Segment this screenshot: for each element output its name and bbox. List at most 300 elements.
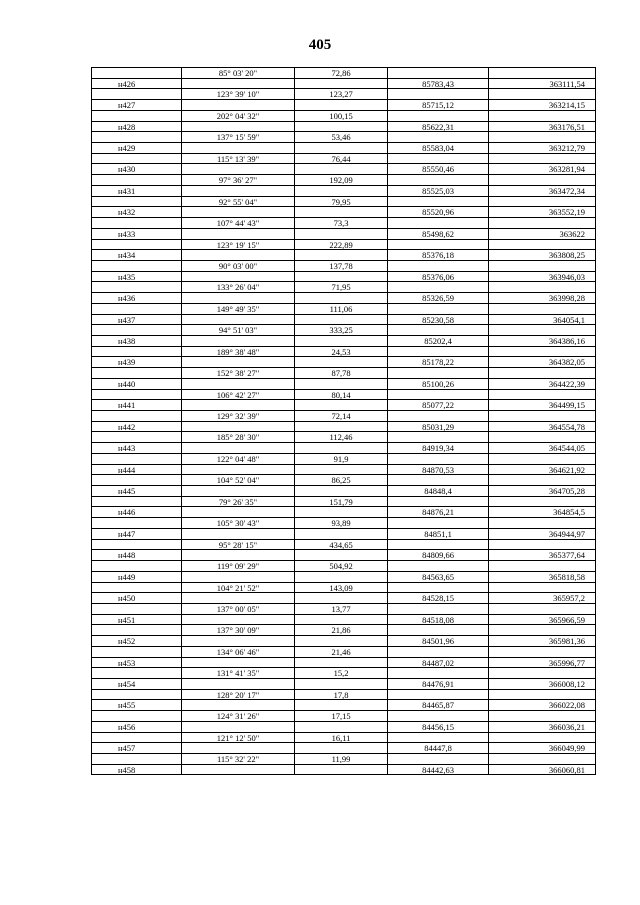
point-name-cell: н426 bbox=[118, 78, 136, 89]
point-name-cell bbox=[92, 154, 181, 164]
point-name-cell bbox=[92, 111, 181, 121]
point-name-cell: н442 bbox=[118, 421, 136, 432]
y-coordinate-cell bbox=[488, 261, 593, 271]
x-coordinate-cell: 85202,4 bbox=[387, 336, 488, 346]
distance-cell bbox=[294, 486, 387, 496]
x-coordinate-cell: 84919,34 bbox=[387, 443, 488, 453]
direction-angle-cell: 137° 00' 05" bbox=[181, 604, 294, 614]
y-coordinate-cell: 363472,34 bbox=[488, 186, 593, 196]
point-name-cell: н451 bbox=[118, 614, 136, 625]
distance-cell: 76,44 bbox=[294, 154, 387, 164]
direction-angle-cell bbox=[181, 186, 294, 196]
point-name-cell: н439 bbox=[118, 357, 136, 368]
x-coordinate-cell: 84851,1 bbox=[387, 529, 488, 539]
y-coordinate-cell: 363808,25 bbox=[488, 250, 593, 260]
point-name-cell: н431 bbox=[118, 185, 136, 196]
point-name-cell: н453 bbox=[118, 657, 136, 668]
x-coordinate-cell bbox=[387, 668, 488, 678]
x-coordinate-cell: 84501,96 bbox=[387, 636, 488, 646]
x-coordinate-cell bbox=[387, 561, 488, 571]
direction-angle-cell bbox=[181, 379, 294, 389]
x-coordinate-cell: 85525,03 bbox=[387, 186, 488, 196]
y-coordinate-cell bbox=[488, 647, 593, 657]
table-row bbox=[92, 550, 595, 561]
point-name-cell: н429 bbox=[118, 143, 136, 153]
point-name-cell: н438 bbox=[118, 335, 136, 346]
distance-cell bbox=[294, 743, 387, 753]
distance-cell bbox=[294, 765, 387, 775]
direction-angle-cell bbox=[181, 400, 294, 410]
y-coordinate-cell: 363281,94 bbox=[488, 164, 593, 174]
direction-angle-cell bbox=[181, 272, 294, 282]
y-coordinate-cell: 365377,64 bbox=[488, 550, 593, 560]
point-name-cell bbox=[92, 197, 181, 207]
x-coordinate-cell: 84870,53 bbox=[387, 465, 488, 475]
table-row bbox=[92, 197, 595, 208]
distance-cell bbox=[294, 700, 387, 710]
direction-angle-cell bbox=[181, 593, 294, 603]
y-coordinate-cell bbox=[488, 754, 593, 764]
y-coordinate-cell bbox=[488, 89, 593, 99]
y-coordinate-cell bbox=[488, 475, 593, 485]
point-name-cell: н454 bbox=[118, 678, 136, 689]
distance-cell bbox=[294, 507, 387, 517]
y-coordinate-cell: 364554,78 bbox=[488, 422, 593, 432]
distance-cell bbox=[294, 658, 387, 668]
x-coordinate-cell bbox=[387, 754, 488, 764]
point-name-cell: н457 bbox=[118, 743, 136, 753]
table-row bbox=[92, 722, 595, 733]
table-row bbox=[92, 218, 595, 229]
point-name-cell bbox=[92, 89, 181, 99]
point-name-cell: н433 bbox=[118, 228, 136, 239]
y-coordinate-cell: 363552,19 bbox=[488, 207, 593, 217]
direction-angle-cell: 115° 32' 22" bbox=[181, 754, 294, 764]
table-row bbox=[92, 390, 595, 401]
point-name-cell bbox=[92, 754, 181, 764]
point-name-cell: н455 bbox=[118, 700, 136, 711]
table-row bbox=[92, 143, 595, 154]
direction-angle-cell: 121° 12' 50" bbox=[181, 733, 294, 743]
table-row bbox=[92, 325, 595, 336]
point-name-cell: н447 bbox=[118, 528, 136, 539]
direction-angle-cell: 133° 26' 04" bbox=[181, 282, 294, 292]
point-name-cell bbox=[92, 583, 181, 593]
table-row bbox=[92, 593, 595, 604]
table-row bbox=[92, 572, 595, 583]
direction-angle-cell: 97° 36' 27" bbox=[181, 175, 294, 185]
x-coordinate-cell bbox=[387, 690, 488, 700]
y-coordinate-cell bbox=[488, 304, 593, 314]
direction-angle-cell: 90° 03' 00" bbox=[181, 261, 294, 271]
direction-angle-cell bbox=[181, 700, 294, 710]
y-coordinate-cell bbox=[488, 711, 593, 721]
table-row bbox=[92, 486, 595, 497]
point-name-cell: н446 bbox=[118, 507, 136, 518]
y-coordinate-cell bbox=[488, 240, 593, 250]
y-coordinate-cell: 363111,54 bbox=[488, 79, 593, 89]
y-coordinate-cell: 363214,15 bbox=[488, 100, 593, 110]
table-row bbox=[92, 79, 595, 90]
x-coordinate-cell: 85783,43 bbox=[387, 79, 488, 89]
table-row bbox=[92, 743, 595, 754]
x-coordinate-cell: 84518,08 bbox=[387, 615, 488, 625]
x-coordinate-cell: 84876,21 bbox=[387, 507, 488, 517]
table-row bbox=[92, 293, 595, 304]
distance-cell bbox=[294, 122, 387, 132]
table-row bbox=[92, 261, 595, 272]
table-row bbox=[92, 282, 595, 293]
point-name-cell: н450 bbox=[118, 593, 136, 603]
table-row bbox=[92, 207, 595, 218]
direction-angle-cell: 189° 38' 48" bbox=[181, 347, 294, 357]
direction-angle-cell bbox=[181, 122, 294, 132]
y-coordinate-cell bbox=[488, 497, 593, 507]
table-row bbox=[92, 465, 595, 476]
distance-cell bbox=[294, 250, 387, 260]
y-coordinate-cell bbox=[488, 668, 593, 678]
distance-cell bbox=[294, 529, 387, 539]
x-coordinate-cell: 85100,26 bbox=[387, 379, 488, 389]
table-row bbox=[92, 658, 595, 669]
x-coordinate-cell: 85326,59 bbox=[387, 293, 488, 303]
table-row bbox=[92, 122, 595, 133]
point-name-cell bbox=[92, 282, 181, 292]
distance-cell bbox=[294, 293, 387, 303]
y-coordinate-cell: 365966,59 bbox=[488, 615, 593, 625]
direction-angle-cell: 129° 32' 39" bbox=[181, 411, 294, 421]
distance-cell bbox=[294, 593, 387, 603]
direction-angle-cell: 105° 30' 43" bbox=[181, 518, 294, 528]
y-coordinate-cell: 364386,16 bbox=[488, 336, 593, 346]
direction-angle-cell bbox=[181, 207, 294, 217]
table-row bbox=[92, 690, 595, 701]
y-coordinate-cell bbox=[488, 325, 593, 335]
direction-angle-cell: 119° 09' 29" bbox=[181, 561, 294, 571]
direction-angle-cell bbox=[181, 529, 294, 539]
x-coordinate-cell: 84848,4 bbox=[387, 486, 488, 496]
x-coordinate-cell: 85715,12 bbox=[387, 100, 488, 110]
distance-cell bbox=[294, 443, 387, 453]
distance-cell bbox=[294, 400, 387, 410]
x-coordinate-cell bbox=[387, 625, 488, 635]
distance-cell bbox=[294, 379, 387, 389]
direction-angle-cell bbox=[181, 743, 294, 753]
x-coordinate-cell bbox=[387, 475, 488, 485]
point-name-cell: н448 bbox=[118, 550, 136, 561]
x-coordinate-cell bbox=[387, 282, 488, 292]
distance-cell: 17,15 bbox=[294, 711, 387, 721]
x-coordinate-cell bbox=[387, 390, 488, 400]
table-row bbox=[92, 668, 595, 679]
distance-cell bbox=[294, 722, 387, 732]
distance-cell: 21,46 bbox=[294, 647, 387, 657]
point-name-cell bbox=[92, 132, 181, 142]
table-row bbox=[92, 411, 595, 422]
direction-angle-cell bbox=[181, 765, 294, 775]
table-row bbox=[92, 711, 595, 722]
point-name-cell bbox=[92, 690, 181, 700]
table-row bbox=[92, 111, 595, 122]
direction-angle-cell bbox=[181, 550, 294, 560]
x-coordinate-cell: 84809,66 bbox=[387, 550, 488, 560]
direction-angle-cell: 95° 28' 15" bbox=[181, 540, 294, 550]
direction-angle-cell bbox=[181, 679, 294, 689]
distance-cell: 137,78 bbox=[294, 261, 387, 271]
distance-cell: 151,79 bbox=[294, 497, 387, 507]
table-row bbox=[92, 368, 595, 379]
distance-cell bbox=[294, 572, 387, 582]
x-coordinate-cell bbox=[387, 154, 488, 164]
x-coordinate-cell: 85077,22 bbox=[387, 400, 488, 410]
table-row bbox=[92, 379, 595, 390]
y-coordinate-cell: 365996,77 bbox=[488, 658, 593, 668]
distance-cell: 16,11 bbox=[294, 733, 387, 743]
point-name-cell bbox=[92, 304, 181, 314]
direction-angle-cell bbox=[181, 486, 294, 496]
y-coordinate-cell bbox=[488, 454, 593, 464]
direction-angle-cell bbox=[181, 79, 294, 89]
distance-cell: 143,09 bbox=[294, 583, 387, 593]
distance-cell bbox=[294, 164, 387, 174]
x-coordinate-cell bbox=[387, 197, 488, 207]
point-name-cell bbox=[92, 518, 181, 528]
point-name-cell: н432 bbox=[118, 207, 136, 218]
direction-angle-cell bbox=[181, 143, 294, 153]
distance-cell bbox=[294, 615, 387, 625]
point-name-cell bbox=[92, 561, 181, 571]
y-coordinate-cell bbox=[488, 368, 593, 378]
direction-angle-cell: 107° 44' 43" bbox=[181, 218, 294, 228]
distance-cell bbox=[294, 79, 387, 89]
point-name-cell: н456 bbox=[118, 721, 136, 732]
distance-cell: 86,25 bbox=[294, 475, 387, 485]
table-row bbox=[92, 454, 595, 465]
point-name-cell: н445 bbox=[118, 486, 136, 496]
y-coordinate-cell: 364705,28 bbox=[488, 486, 593, 496]
point-name-cell bbox=[92, 647, 181, 657]
distance-cell bbox=[294, 636, 387, 646]
y-coordinate-cell bbox=[488, 111, 593, 121]
table-row bbox=[92, 347, 595, 358]
distance-cell: 112,46 bbox=[294, 432, 387, 442]
x-coordinate-cell: 84442,63 bbox=[387, 765, 488, 775]
x-coordinate-cell: 85031,29 bbox=[387, 422, 488, 432]
point-name-cell: н436 bbox=[118, 293, 136, 303]
point-name-cell: н437 bbox=[118, 314, 136, 325]
direction-angle-cell bbox=[181, 250, 294, 260]
table-row bbox=[92, 583, 595, 594]
distance-cell: 53,46 bbox=[294, 132, 387, 142]
table-row bbox=[92, 68, 595, 79]
x-coordinate-cell bbox=[387, 347, 488, 357]
table-row bbox=[92, 422, 595, 433]
table-row bbox=[92, 636, 595, 647]
x-coordinate-cell bbox=[387, 175, 488, 185]
x-coordinate-cell bbox=[387, 240, 488, 250]
point-name-cell: н430 bbox=[118, 164, 136, 175]
table-row bbox=[92, 615, 595, 626]
distance-cell: 21,86 bbox=[294, 625, 387, 635]
y-coordinate-cell bbox=[488, 218, 593, 228]
table-row bbox=[92, 229, 595, 240]
table-row bbox=[92, 754, 595, 765]
table-row bbox=[92, 357, 595, 368]
y-coordinate-cell bbox=[488, 432, 593, 442]
distance-cell: 222,89 bbox=[294, 240, 387, 250]
x-coordinate-cell bbox=[387, 733, 488, 743]
y-coordinate-cell bbox=[488, 540, 593, 550]
distance-cell bbox=[294, 143, 387, 153]
point-name-cell bbox=[92, 261, 181, 271]
table-row bbox=[92, 604, 595, 615]
y-coordinate-cell bbox=[488, 68, 593, 78]
distance-cell: 192,09 bbox=[294, 175, 387, 185]
x-coordinate-cell bbox=[387, 261, 488, 271]
distance-cell: 73,3 bbox=[294, 218, 387, 228]
x-coordinate-cell: 85583,04 bbox=[387, 143, 488, 153]
x-coordinate-cell bbox=[387, 411, 488, 421]
direction-angle-cell: 94° 51' 03" bbox=[181, 325, 294, 335]
table-row bbox=[92, 507, 595, 518]
distance-cell: 72,14 bbox=[294, 411, 387, 421]
table-row bbox=[92, 443, 595, 454]
point-name-cell: н458 bbox=[118, 764, 136, 775]
distance-cell: 80,14 bbox=[294, 390, 387, 400]
x-coordinate-cell: 85178,22 bbox=[387, 357, 488, 367]
table-row bbox=[92, 529, 595, 540]
table-row bbox=[92, 518, 595, 529]
x-coordinate-cell bbox=[387, 111, 488, 121]
distance-cell: 11,99 bbox=[294, 754, 387, 764]
table-row bbox=[92, 132, 595, 143]
direction-angle-cell: 85° 03' 20" bbox=[181, 68, 294, 78]
x-coordinate-cell: 84476,91 bbox=[387, 679, 488, 689]
table-row bbox=[92, 679, 595, 690]
table-row bbox=[92, 700, 595, 711]
x-coordinate-cell bbox=[387, 540, 488, 550]
coordinates-table bbox=[91, 67, 596, 775]
direction-angle-cell bbox=[181, 465, 294, 475]
distance-cell bbox=[294, 422, 387, 432]
distance-cell: 24,53 bbox=[294, 347, 387, 357]
x-coordinate-cell: 85498,62 bbox=[387, 229, 488, 239]
y-coordinate-cell: 363212,79 bbox=[488, 143, 593, 153]
y-coordinate-cell bbox=[488, 561, 593, 571]
direction-angle-cell bbox=[181, 636, 294, 646]
point-name-cell: н452 bbox=[118, 636, 136, 646]
distance-cell: 91,9 bbox=[294, 454, 387, 464]
point-name-cell bbox=[92, 625, 181, 635]
point-name-cell: н427 bbox=[118, 100, 136, 110]
point-name-cell bbox=[92, 711, 181, 721]
x-coordinate-cell bbox=[387, 454, 488, 464]
y-coordinate-cell: 366036,21 bbox=[488, 722, 593, 732]
x-coordinate-cell: 84487,02 bbox=[387, 658, 488, 668]
y-coordinate-cell bbox=[488, 518, 593, 528]
distance-cell bbox=[294, 315, 387, 325]
distance-cell bbox=[294, 272, 387, 282]
distance-cell bbox=[294, 357, 387, 367]
direction-angle-cell bbox=[181, 293, 294, 303]
distance-cell: 504,92 bbox=[294, 561, 387, 571]
distance-cell: 434,65 bbox=[294, 540, 387, 550]
direction-angle-cell bbox=[181, 658, 294, 668]
point-name-cell bbox=[92, 733, 181, 743]
x-coordinate-cell bbox=[387, 89, 488, 99]
direction-angle-cell: 137° 30' 09" bbox=[181, 625, 294, 635]
distance-cell bbox=[294, 550, 387, 560]
x-coordinate-cell bbox=[387, 604, 488, 614]
point-name-cell: н434 bbox=[118, 250, 136, 260]
distance-cell: 13,77 bbox=[294, 604, 387, 614]
point-name-cell bbox=[92, 668, 181, 678]
direction-angle-cell: 134° 06' 46" bbox=[181, 647, 294, 657]
direction-angle-cell bbox=[181, 443, 294, 453]
distance-cell: 15,2 bbox=[294, 668, 387, 678]
y-coordinate-cell: 364544,05 bbox=[488, 443, 593, 453]
distance-cell: 333,25 bbox=[294, 325, 387, 335]
page-number: 405 bbox=[308, 37, 332, 53]
x-coordinate-cell bbox=[387, 132, 488, 142]
y-coordinate-cell: 364422,39 bbox=[488, 379, 593, 389]
distance-cell bbox=[294, 465, 387, 475]
direction-angle-cell bbox=[181, 100, 294, 110]
direction-angle-cell bbox=[181, 336, 294, 346]
table-row bbox=[92, 272, 595, 283]
point-name-cell bbox=[92, 497, 181, 507]
point-name-cell bbox=[92, 540, 181, 550]
table-row bbox=[92, 175, 595, 186]
x-coordinate-cell: 84465,87 bbox=[387, 700, 488, 710]
y-coordinate-cell bbox=[488, 154, 593, 164]
direction-angle-cell: 104° 21' 52" bbox=[181, 583, 294, 593]
table-row bbox=[92, 400, 595, 411]
point-name-cell bbox=[92, 604, 181, 614]
x-coordinate-cell bbox=[387, 368, 488, 378]
y-coordinate-cell: 364499,15 bbox=[488, 400, 593, 410]
table-row bbox=[92, 765, 595, 776]
y-coordinate-cell: 365981,36 bbox=[488, 636, 593, 646]
distance-cell bbox=[294, 207, 387, 217]
direction-angle-cell: 149° 49' 35" bbox=[181, 304, 294, 314]
direction-angle-cell: 115° 13' 39" bbox=[181, 154, 294, 164]
y-coordinate-cell: 363946,03 bbox=[488, 272, 593, 282]
distance-cell bbox=[294, 229, 387, 239]
table-row bbox=[92, 540, 595, 551]
distance-cell: 123,27 bbox=[294, 89, 387, 99]
table-row bbox=[92, 432, 595, 443]
y-coordinate-cell bbox=[488, 583, 593, 593]
x-coordinate-cell bbox=[387, 518, 488, 528]
x-coordinate-cell: 85622,31 bbox=[387, 122, 488, 132]
direction-angle-cell bbox=[181, 315, 294, 325]
y-coordinate-cell: 364621,92 bbox=[488, 465, 593, 475]
point-name-cell bbox=[92, 411, 181, 421]
x-coordinate-cell: 85520,96 bbox=[387, 207, 488, 217]
direction-angle-cell: 185° 28' 30" bbox=[181, 432, 294, 442]
direction-angle-cell: 106° 42' 27" bbox=[181, 390, 294, 400]
table-row bbox=[92, 154, 595, 165]
y-coordinate-cell bbox=[488, 690, 593, 700]
y-coordinate-cell bbox=[488, 132, 593, 142]
table-row bbox=[92, 250, 595, 261]
y-coordinate-cell bbox=[488, 390, 593, 400]
direction-angle-cell bbox=[181, 357, 294, 367]
y-coordinate-cell bbox=[488, 197, 593, 207]
point-name-cell bbox=[92, 240, 181, 250]
y-coordinate-cell: 365818,58 bbox=[488, 572, 593, 582]
